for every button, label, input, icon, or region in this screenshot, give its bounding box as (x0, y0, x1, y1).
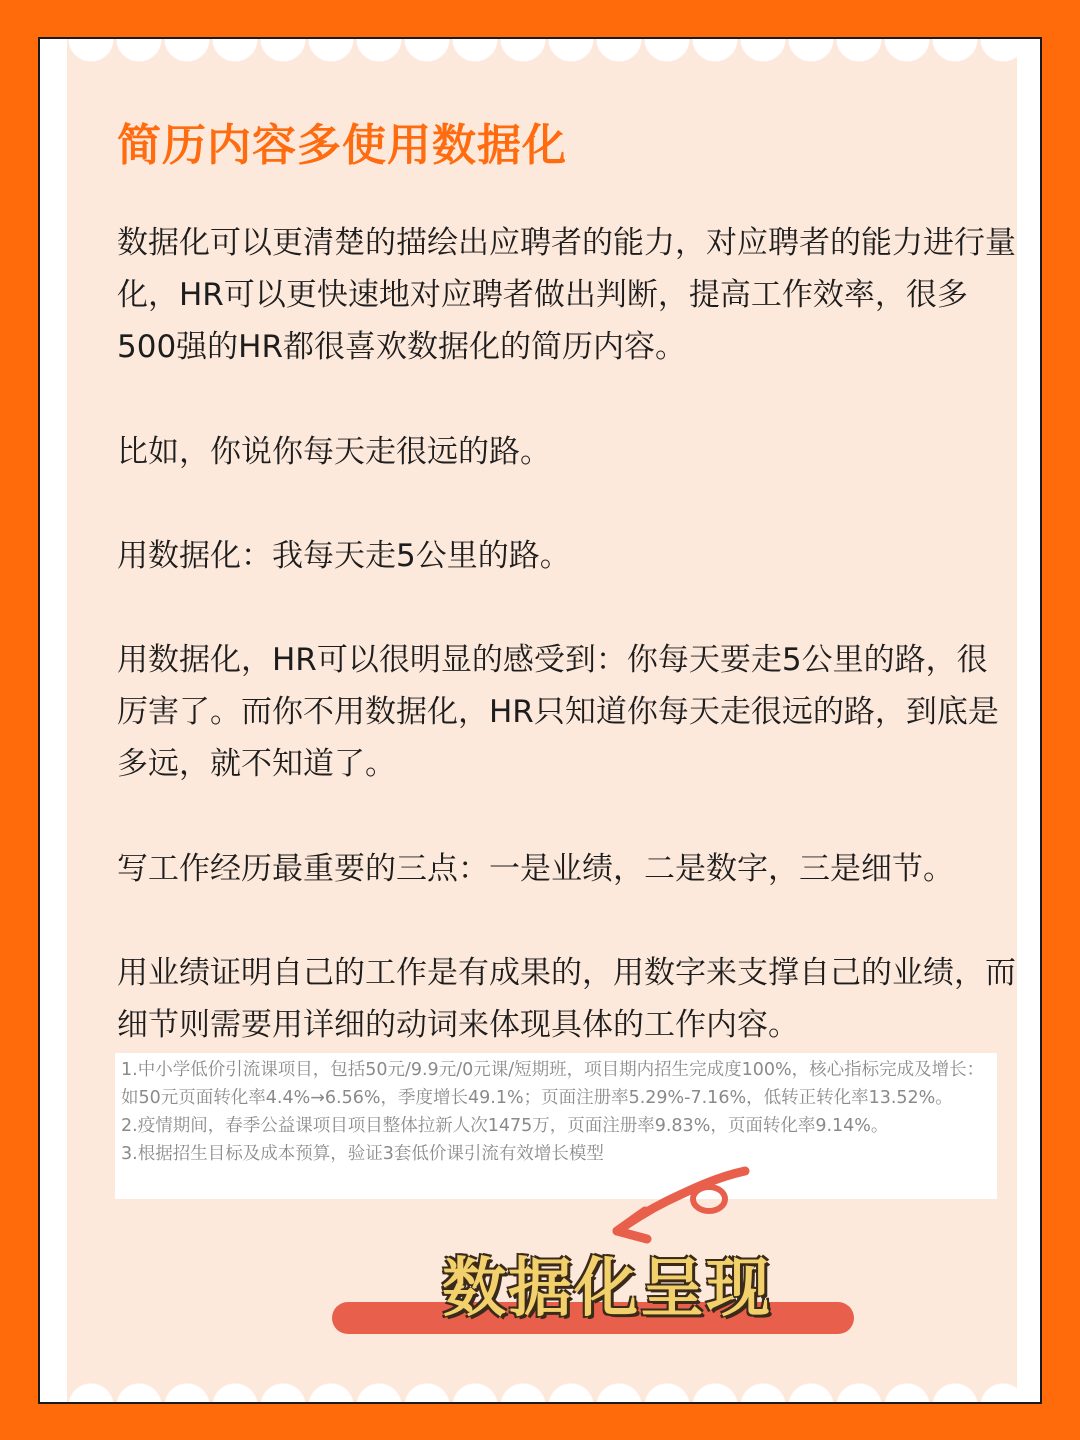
paragraph-data-example: 用数据化：我每天走5公里的路。 (117, 538, 571, 574)
example-line-3: 3.根据招生目标及成本预算，验证3套低价课引流有效增长模型 (121, 1144, 604, 1164)
paragraph-explanation: 用数据化，HR可以很明显的感受到：你每天要走5公里的路，很厉害了。而你不用数据化，HR只知道你每天走很远的路，到底是多远，就不知道了。 (117, 642, 999, 782)
resume-example-snippet (115, 1053, 997, 1199)
page-title: 简历内容多使用数据化 (117, 120, 567, 171)
paragraph-three-points: 写工作经历最重要的三点：一是业绩，二是数字，三是细节。 (117, 851, 954, 887)
paragraph-intro: 数据化可以更清楚的描绘出应聘者的能力，对应聘者的能力进行量化，HR可以更快速地对应聘者做出判断，提高工作效率，很多500强的HR都很喜欢数据化的简历内容。 (117, 225, 1016, 365)
banner-text: 数据化呈现 (442, 1252, 772, 1326)
scalloped-edge-top (67, 39, 1017, 79)
paper-card (67, 39, 1017, 1404)
paragraph-example: 比如，你说你每天走很远的路。 (117, 434, 551, 470)
page-frame (38, 37, 1042, 1404)
highlight-banner (332, 1237, 854, 1339)
example-line-2: 2.疫情期间，春季公益课项目项目整体拉新人次1475万，页面注册率9.83%，页面转化率9.14%。 (121, 1116, 889, 1136)
paragraph-conclusion: 用业绩证明自己的工作是有成果的，用数字来支撑自己的业绩，而细节则需要用详细的动词来体现具体的工作内容。 (117, 955, 1016, 1043)
example-line-1: 1.中小学低价引流课项目，包括50元/9.9元/0元课/短期班，项目期内招生完成度100%，核心指标完成及增长：如50元页面转化率4.4%→6.56%，季度增长49.1%；页面注册率5.29%-7.16%，低转正转化率13.52%。 (121, 1060, 985, 1108)
scalloped-edge-bottom (67, 1366, 1017, 1404)
